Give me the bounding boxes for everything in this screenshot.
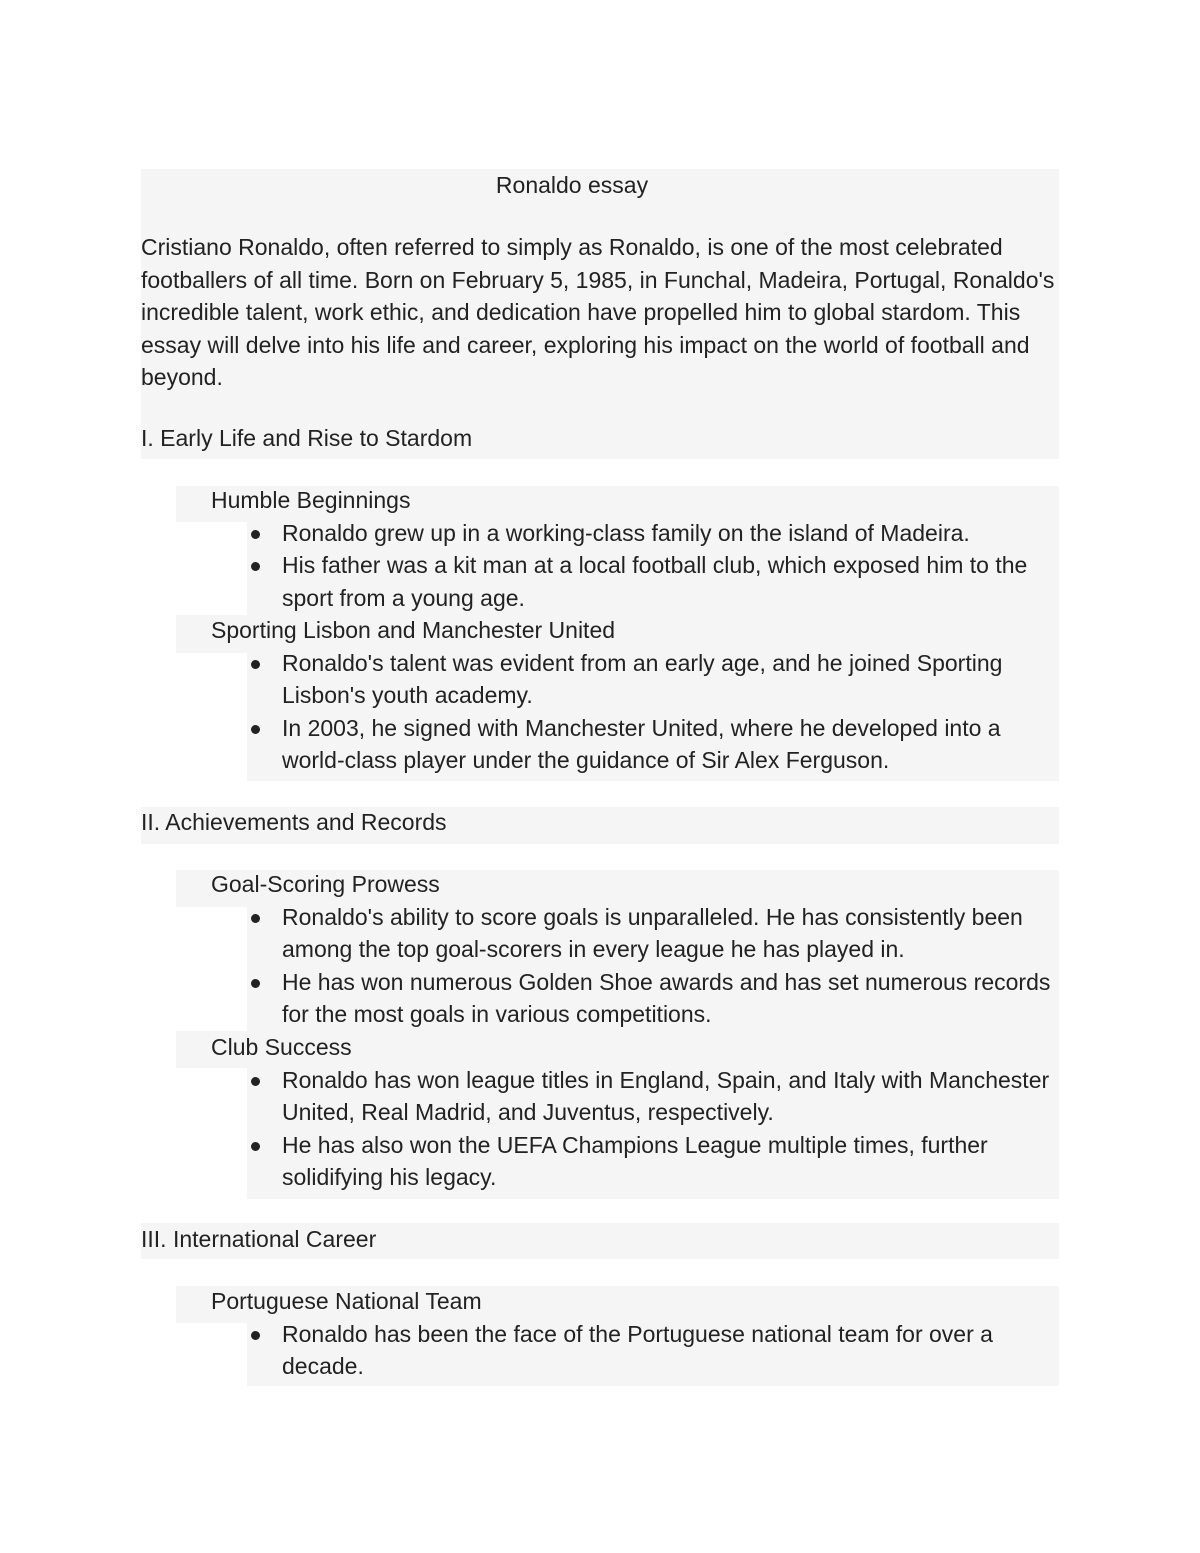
list-item: Ronaldo's talent was evident from an early age, and he joined Sporting Lisbon's youth academy. [176,647,1059,712]
bullet-icon [251,1142,260,1151]
subsection-title: Sporting Lisbon and Manchester United [211,617,616,643]
bullet-icon [251,1331,260,1340]
section-heading-early-life: I. Early Life and Rise to Stardom [141,425,473,451]
bullet-list [176,517,1059,615]
bullet-list [176,1064,1059,1194]
bullet-list [176,647,1059,777]
bullet-icon [251,979,260,988]
subsection-national-team [176,1285,1059,1383]
bullet-list [176,901,1059,1031]
section-heading-international: III. International Career [141,1226,377,1252]
bullet-icon [251,530,260,539]
subsection-goal-scoring [176,868,1059,1031]
bullet-list [176,1318,1059,1383]
subsection-humble-beginnings [176,484,1059,614]
bullet-icon [251,725,260,734]
list-item: Ronaldo has won league titles in England, Spain, and Italy with Manchester United, Real Madrid, and Juventus, respectively. [176,1064,1059,1129]
list-item: Ronaldo has been the face of the Portuguese national team for over a decade. [176,1318,1059,1383]
list-item: Ronaldo's ability to score goals is unparalleled. He has consistently been among the top goal-scorers in every league he has played in. [176,901,1059,966]
list-item: He has also won the UEFA Champions League multiple times, further solidifying his legacy. [176,1129,1059,1194]
list-item: Ronaldo grew up in a working-class family on the island of Madeira. [176,517,1059,550]
bullet-icon [251,1077,260,1086]
subsection-sporting-lisbon [176,614,1059,777]
bullet-icon [251,914,260,923]
section-heading-achievements: II. Achievements and Records [141,809,447,835]
subsection-title: Club Success [211,1034,352,1060]
intro-paragraph: Cristiano Ronaldo, often referred to simply as Ronaldo, is one of the most celebrated footballers of all time. Born on February 5, 1985, in Funchal, Madeira, Portugal, Ronaldo's incredible talent, work ethic, and dedication have propelled him to global stardom. This essay will delve into his life and career, exploring his impact on the world of football and beyond. [141,234,1055,391]
subsection-title: Portuguese National Team [211,1288,482,1314]
subsection-title: Humble Beginnings [211,487,411,513]
list-item: He has won numerous Golden Shoe awards and has set numerous records for the most goals in various competitions. [176,966,1059,1031]
bullet-icon [251,562,260,571]
bullet-icon [251,660,260,669]
list-item: His father was a kit man at a local football club, which exposed him to the sport from a young age. [176,549,1059,614]
subsection-club-success [176,1031,1059,1194]
list-item: In 2003, he signed with Manchester United, where he developed into a world-class player under the guidance of Sir Alex Ferguson. [176,712,1059,777]
document-title: Ronaldo essay [495,172,649,198]
subsection-title: Goal-Scoring Prowess [211,871,440,897]
